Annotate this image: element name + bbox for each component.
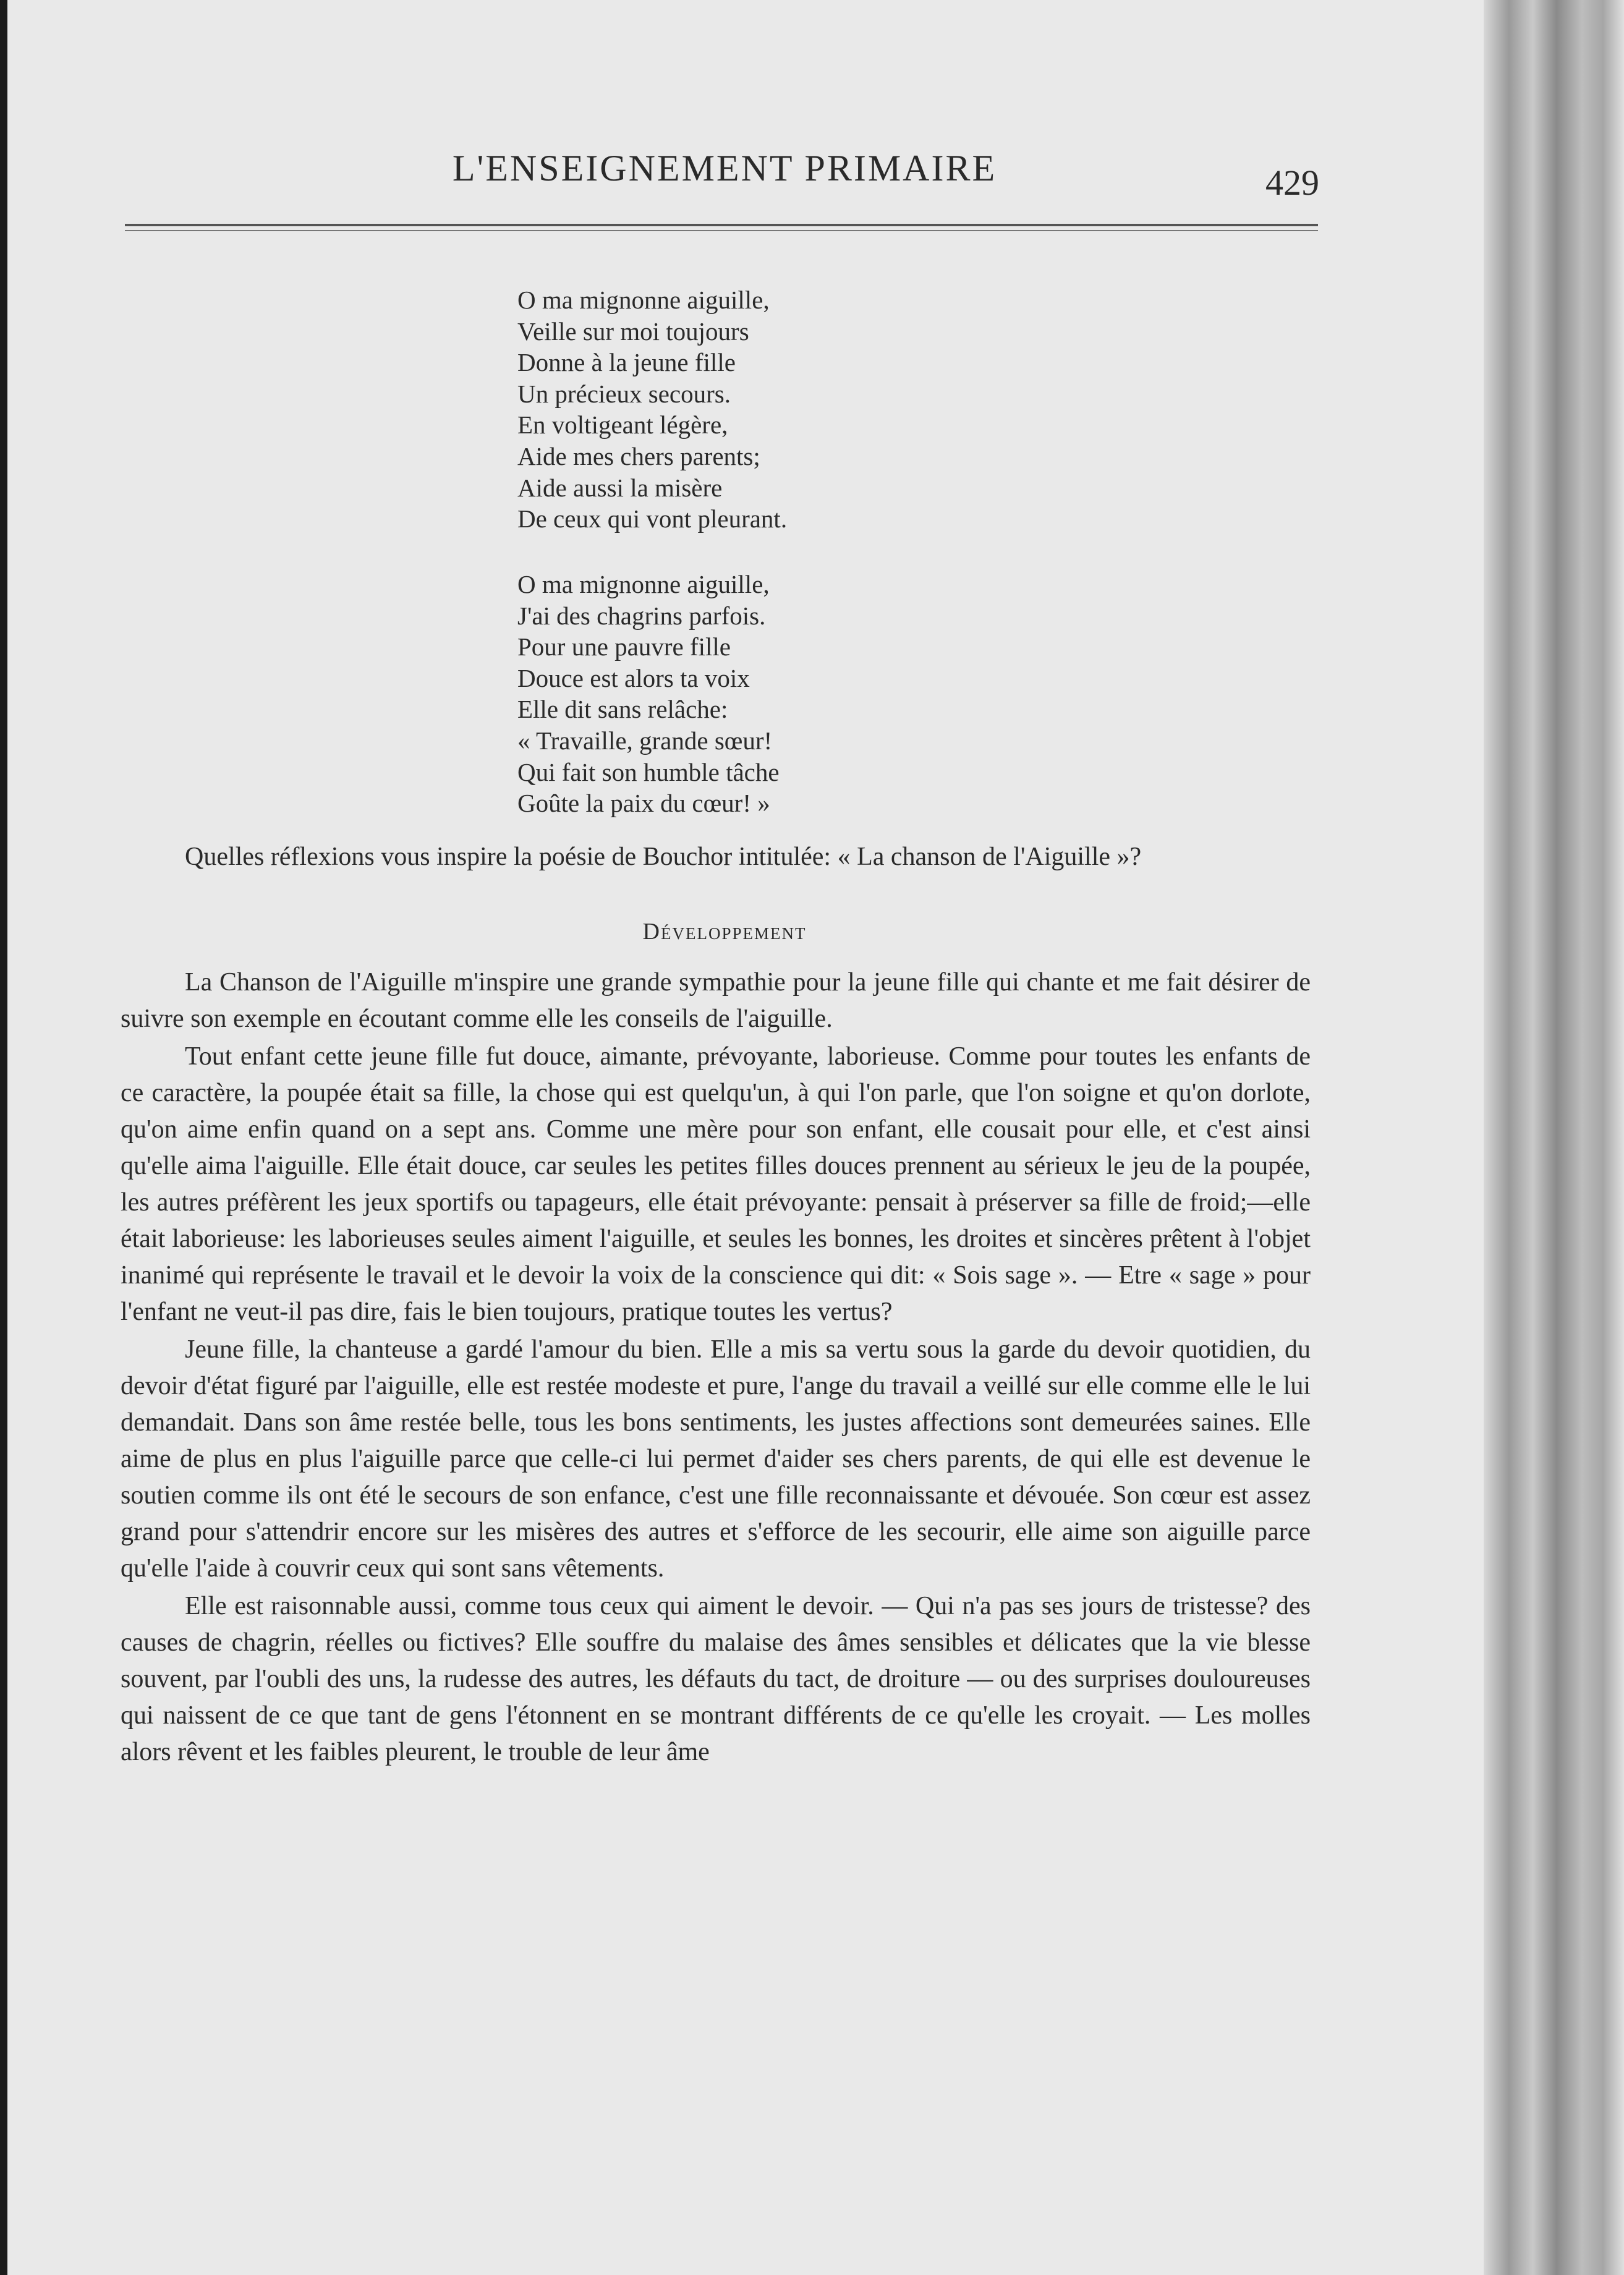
poem-line: J'ai des chagrins parfois. [517, 601, 766, 630]
poem-line: Douce est alors ta voix [517, 663, 750, 692]
poem-stanza-2 [517, 569, 1074, 819]
header-rule [125, 224, 1318, 226]
poem-line: De ceux qui vont pleurant. [517, 504, 788, 534]
body-text [121, 964, 1311, 1772]
poem-line: En voltigeant légère, [517, 410, 728, 440]
poem-line: Pour une pauvre fille [517, 632, 731, 661]
poem-line: O ma mignonne aiguille, [517, 570, 770, 598]
page-number: 429 [1265, 163, 1319, 203]
poem-line: Aide mes chers parents; [517, 441, 760, 470]
poem-line: « Travaille, grande sœur! [517, 726, 773, 755]
question-block [121, 839, 1311, 877]
question-text: Quelles réflexions vous inspire la poésie de Bouchor intitulée: « La chanson de l'Aiguille »? [185, 843, 1142, 871]
section-heading: Développement [642, 919, 807, 945]
paragraph: La Chanson de l'Aiguille m'inspire une grande sympathie pour la jeune fille qui chante et me fait désirer de suivre son exemple en écoutant comme elle les conseils de l'aiguille. [121, 968, 1311, 1033]
poem-stanza-1 [517, 284, 1074, 535]
paragraph: Elle est raisonnable aussi, comme tous ceux qui aiment le devoir. — Qui n'a pas ses jours de tristesse? des causes de chagrin, réelles ou fictives? Elle souffre du malaise des âmes sensibles et délicates que la vie blesse souvent, par l'oubli des uns, la rudesse des autres, les défauts du tact, de droiture — ou des surprises douloureuses qui naissent de ce que tant de gens l'étonnent en se montrant différents de ce qu'elle les croyait. — Les molles alors rêvent et les faibles pleurent, le trouble de leur âme [121, 1592, 1311, 1766]
poem-line: Goûte la paix du cœur! » [517, 789, 770, 818]
book-spine-edge [1484, 0, 1624, 2275]
poem-line: Donne à la jeune fille [517, 348, 736, 377]
poem-line: Aide aussi la misère [517, 473, 723, 502]
poem-line: Elle dit sans relâche: [517, 695, 728, 724]
book-page [7, 0, 1491, 2275]
paragraph: Jeune fille, la chanteuse a gardé l'amour du bien. Elle a mis sa vertu sous la garde du devoir quotidien, du devoir d'état figuré par l'aiguille, elle est restée modeste et pure, l'ange du travail a veillé sur elle comme elle le lui demandait. Dans son âme restée belle, tous les bons sentiments, les justes affections sont demeurées saines. Elle aime de plus en plus l'aiguille parce que celle-ci lui permet d'aider ses chers parents, de qui elle est devenue le soutien comme ils ont été le secours de son enfance, c'est une fille reconnaissante et dévouée. Son cœur est assez grand pour s'attendrir encore sur les misères des autres et s'efforce de les secourir, elle aime son aiguille parce qu'elle l'aide à couvrir ceux qui sont sans vêtements. [121, 1335, 1311, 1583]
poem-line: Qui fait son humble tâche [517, 757, 780, 786]
running-title: L'ENSEIGNEMENT PRIMAIRE [452, 148, 997, 189]
header-rule-thin [125, 230, 1318, 231]
poem-line: Un précieux secours. [517, 379, 731, 408]
paragraph: Tout enfant cette jeune fille fut douce, aimante, prévoyante, laborieuse. Comme pour toutes les enfants de ce caractère, la poupée était sa fille, la chose qui est quelqu'un, à qui l'on parle, que l'on soigne et qu'on dorlote, qu'on aime enfin quand on a sept ans. Comme une mère pour son enfant, elle cousait pour elle, et c'est ainsi qu'elle aima l'aiguille. Elle était douce, car seules les petites filles douces prennent au sérieux le jeu de la poupée, les autres préfèrent les jeux sportifs ou tapageurs, elle était prévoyante: pensait à préserver sa fille de froid;—elle était laborieuse: les laborieuses seules aiment l'aiguille, et seules les bonnes, les droites et sincères prêtent à l'objet inanimé qui représente le travail et le devoir la voix de la conscience qui dit: « Sois sage ». — Etre « sage » pour l'enfant ne veut-il pas dire, fais le bien toujours, pratique toutes les vertus? [121, 1042, 1311, 1326]
poem-line: Veille sur moi toujours [517, 317, 749, 346]
poem-line: O ma mignonne aiguille, [517, 286, 770, 314]
